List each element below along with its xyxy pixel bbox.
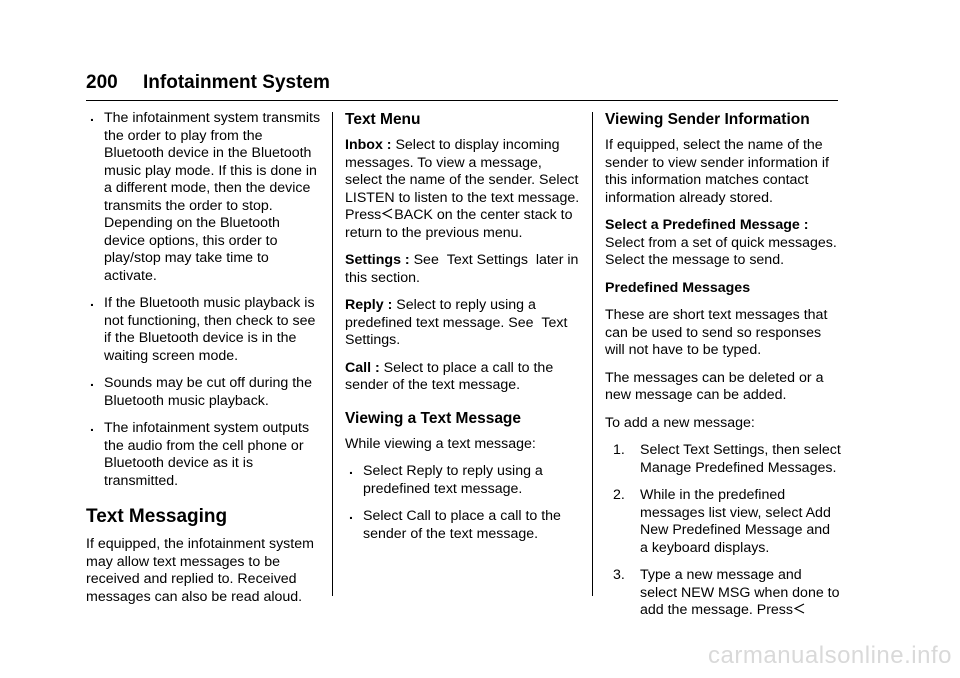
list-item: . Select Reply to reply using a predefined text message. (345, 463, 581, 498)
list-item: . The infotainment system transmits the order to play from the Bluetooth device in the Bluetooth music play mode. If this is done in a different mode, then the device transmits the order to stop. Depending on the Bluetooth device options, this order to play/stop may take time to activate. (86, 110, 324, 285)
settings-paragraph (345, 252, 581, 287)
settings-text: See Text Settings later in this section. (345, 252, 579, 286)
numbered-step (605, 442, 841, 477)
text-messaging-intro: If equipped, the infotainment system may allow text messages to be received and replied to. Received messages can also be read aloud. (86, 536, 314, 605)
page-number: 200 (86, 72, 118, 93)
text-menu-heading: Text Menu (345, 111, 421, 128)
viewing-intro: While viewing a text message: (345, 435, 536, 452)
list-item: . The infotainment system outputs the audio from the cell phone or Bluetooth device as it is transmitted. (86, 420, 324, 490)
call-label: Call : (345, 359, 380, 376)
viewing-text-message-heading: Viewing a Text Message (345, 409, 522, 427)
text-messaging-heading: Text Messaging (86, 506, 228, 527)
step-text: While in the predefined messages list view, select Add New Predefined Message and a keyboard displays. (640, 487, 831, 556)
step-number: 3. (613, 567, 625, 583)
reply-label: Reply : (345, 297, 393, 313)
numbered-step (605, 567, 841, 620)
numbered-step (605, 487, 841, 557)
reply-paragraph (345, 297, 581, 350)
settings-label: Settings : (345, 252, 410, 268)
inbox-text-b: BACK on the center stack to return to the previous menu. (345, 207, 573, 241)
step-text: Select Text Settings, then select Manage Predefined Messages. (640, 442, 841, 476)
column-3 (605, 110, 841, 630)
page-header (86, 72, 838, 101)
predefined-text: Select from a set of quick messages. Select the message to send. (605, 234, 837, 268)
back-button-icon (382, 208, 393, 219)
list-item: . If the Bluetooth music playback is not functioning, then check to see if the Bluetooth device is in the waiting screen mode. (86, 295, 324, 365)
predefined-messages-heading: Predefined Messages (605, 279, 751, 296)
predefined-paragraph (605, 217, 841, 270)
step-number: 2. (613, 487, 625, 503)
column-2 (345, 110, 581, 553)
inbox-label: Inbox : (345, 137, 392, 153)
inbox-text-a: Select to display incoming messages. To view a message, select the name of the sender. Select LISTEN to listen to the text message. Press (345, 137, 580, 223)
viewing-sender-heading: Viewing Sender Information (605, 111, 810, 128)
column-divider (332, 112, 333, 596)
reply-text: Select to reply using a predefined text message. See Text Settings. (345, 297, 568, 348)
predefined-label: Select a Predefined Message : (605, 217, 809, 233)
sender-intro: If equipped, select the name of the sender to view sender information if this information matches contact information already stored. (605, 137, 829, 206)
pm-paragraph-2: The messages can be deleted or a new message can be added. (605, 369, 824, 403)
list-item: . Sounds may be cut off during the Bluetooth music playback. (86, 375, 324, 410)
section-title: Infotainment System (143, 72, 330, 93)
call-text: Select to place a call to the sender of the text message. (345, 359, 554, 393)
column-divider (592, 112, 593, 596)
watermark: carmanualsonline.info (708, 642, 952, 669)
step-number: 1. (613, 442, 625, 458)
back-button-icon (794, 603, 805, 614)
column-1 (86, 110, 324, 616)
inbox-paragraph (345, 137, 581, 242)
step-text: Type a new message and select NEW MSG when done to add the message. Press (640, 567, 840, 618)
pm-paragraph-1: These are short text messages that can be used to send so responses will not have to be typed. (605, 307, 828, 358)
pm-paragraph-3: To add a new message: (605, 414, 755, 431)
list-item: . Select Call to place a call to the sender of the text message. (345, 508, 581, 543)
call-paragraph (345, 360, 581, 395)
